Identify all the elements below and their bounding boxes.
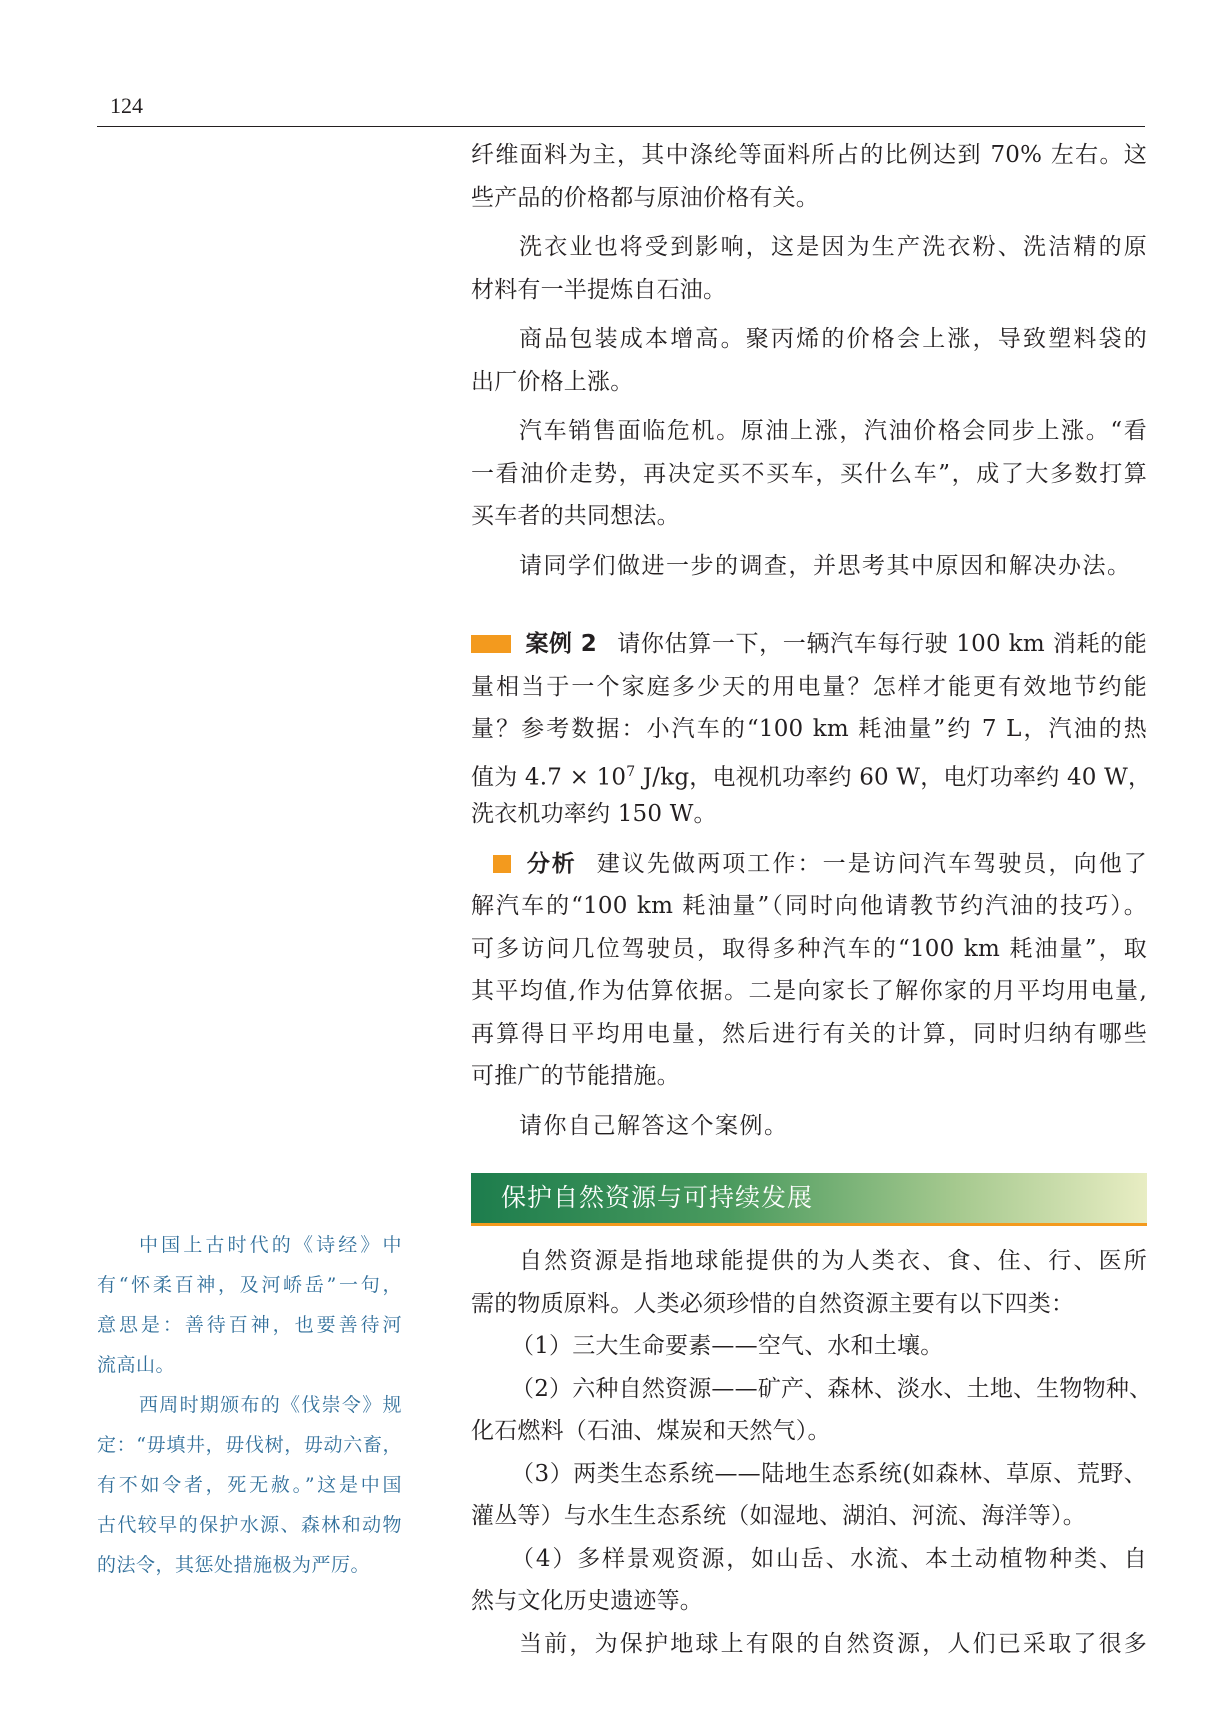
sidebar-line: 中国上古时代的《诗经》中 — [139, 1234, 402, 1256]
analysis-first-line — [471, 843, 1147, 886]
analysis-text: 建议先做两项工作：一是访问汽车驾驶员，向他了 — [596, 850, 1147, 877]
case-2-block — [471, 623, 1152, 836]
analysis-label: 分析 — [525, 850, 577, 877]
text-line: 出厂价格上涨。 — [471, 368, 634, 395]
sidebar-line: 有不如令者，死无赦。”这是中国 — [97, 1474, 402, 1496]
text-line: 化石燃料（石油、煤炭和天然气）。 — [471, 1418, 831, 1444]
sidebar-line: 意思是：善待百神，也要善待河 — [97, 1314, 402, 1336]
case-2-label: 案例 2 — [525, 631, 597, 657]
section-heading-bar — [471, 1173, 1147, 1226]
analysis-marker-square — [493, 855, 511, 873]
sidebar-line: 有“怀柔百神，及河峤岳”一句， — [97, 1274, 402, 1296]
text-line: 洗衣机功率约 150 W。 — [471, 801, 717, 827]
formula-exponent: 7 — [626, 763, 636, 780]
header-rule — [97, 126, 1145, 127]
resource-item-1: （1）三大生命要素——空气、水和土壤。 — [511, 1333, 944, 1359]
paragraph-intro — [471, 134, 1147, 219]
text-line: 需的物质原料。人类必须珍惜的自然资源主要有以下四类： — [471, 1290, 1075, 1317]
sidebar-note-shijing — [97, 1225, 402, 1385]
case-2-text: 请你估算一下，一辆汽车每行驶 100 km 消耗的能 — [616, 631, 1148, 657]
sidebar-line: 古代较早的保护水源、森林和动物 — [97, 1514, 402, 1536]
case-2-first-line — [471, 623, 1147, 666]
paragraph-auto — [471, 410, 1147, 538]
resources-closing: 当前，为保护地球上有限的自然资源，人们已采取了很多 — [519, 1630, 1147, 1657]
text-line: 汽车销售面临危机。原油上涨，汽油价格会同步上涨。“看 — [519, 418, 1147, 444]
text-line: 其平均值,作为估算依据。二是向家长了解你家的月平均用电量, — [471, 978, 1147, 1004]
text-line: 洗衣业也将受到影响，这是因为生产洗衣粉、洗洁精的原 — [519, 234, 1147, 260]
text-line: 可推广的节能措施。 — [471, 1063, 680, 1089]
prompt-investigate: 请同学们做进一步的调查，并思考其中原因和解决办法。 — [519, 552, 1132, 579]
main-column — [471, 134, 1153, 1665]
text-line: 然与文化历史遗迹等。 — [471, 1588, 703, 1614]
resource-item-4 — [471, 1538, 1147, 1623]
sidebar-note-fachongling — [97, 1385, 402, 1585]
sidebar-line: 定：“毋填井，毋伐树，毋动六畜， — [97, 1434, 402, 1456]
text-line: 买车者的共同想法。 — [471, 503, 680, 529]
sidebar-notes — [97, 1225, 402, 1585]
text-line: 自然资源是指地球能提供的为人类衣、食、住、行、医所 — [519, 1248, 1147, 1274]
formula-prefix: 值为 4.7 × 10 — [471, 764, 627, 791]
text-line: 解汽车的“100 km 耗油量”（同时向他请教节约汽油的技巧）。 — [471, 893, 1147, 919]
resources-intro — [471, 1240, 1147, 1325]
text-line: （4）多样景观资源，如山岳、水流、本土动植物种类、自 — [511, 1545, 1147, 1572]
text-line: 灌丛等）与水生生态系统（如湿地、湖泊、河流、海洋等）。 — [471, 1503, 1086, 1529]
text-line: 一看油价走势，再决定买不买车，买什么车”，成了大多数打算 — [471, 460, 1147, 487]
prompt-answer: 请你自己解答这个案例。 — [519, 1112, 789, 1139]
text-line: （3）两类生态系统——陆地生态系统(如森林、草原、荒野、 — [511, 1460, 1147, 1487]
paragraph-packaging — [471, 318, 1147, 403]
text-line: 再算得日平均用电量，然后进行有关的计算，同时归纳有哪些 — [471, 1020, 1147, 1047]
text-line: 材料有一半提炼自石油。 — [471, 276, 727, 303]
formula-suffix: J/kg，电视机功率约 60 W，电灯功率约 40 W， — [635, 764, 1152, 791]
analysis-block — [471, 843, 1147, 1098]
text-line: 量相当于一个家庭多少天的用电量？怎样才能更有效地节约能 — [471, 673, 1147, 700]
case-marker-bar — [471, 635, 511, 653]
sidebar-line: 流高山。 — [97, 1354, 176, 1376]
text-line: 些产品的价格都与原油价格有关。 — [471, 184, 819, 211]
text-line: 商品包装成本增高。聚丙烯的价格会上涨，导致塑料袋的 — [519, 326, 1147, 352]
text-line: （2）六种自然资源——矿产、森林、淡水、土地、生物物种、 — [511, 1375, 1153, 1402]
page-number: 124 — [110, 93, 143, 118]
section-heading: 保护自然资源与可持续发展 — [501, 1183, 814, 1212]
paragraph-laundry — [471, 226, 1147, 311]
text-line: 可多访问几位驾驶员，取得多种汽车的“100 km 耗油量”，取 — [471, 935, 1147, 962]
sidebar-line: 西周时期颁布的《伐崇令》规 — [139, 1394, 402, 1416]
text-line: 量？参考数据：小汽车的“100 km 耗油量”约 7 L，汽油的热 — [471, 716, 1147, 742]
sidebar-line: 的法令，其惩处措施极为严厉。 — [97, 1554, 371, 1576]
text-line: 纤维面料为主，其中涤纶等面料所占的比例达到 70% 左右。这 — [471, 142, 1147, 168]
case-2-formula-line — [471, 751, 1152, 794]
resource-item-3 — [471, 1453, 1147, 1538]
resource-item-2 — [471, 1368, 1153, 1453]
